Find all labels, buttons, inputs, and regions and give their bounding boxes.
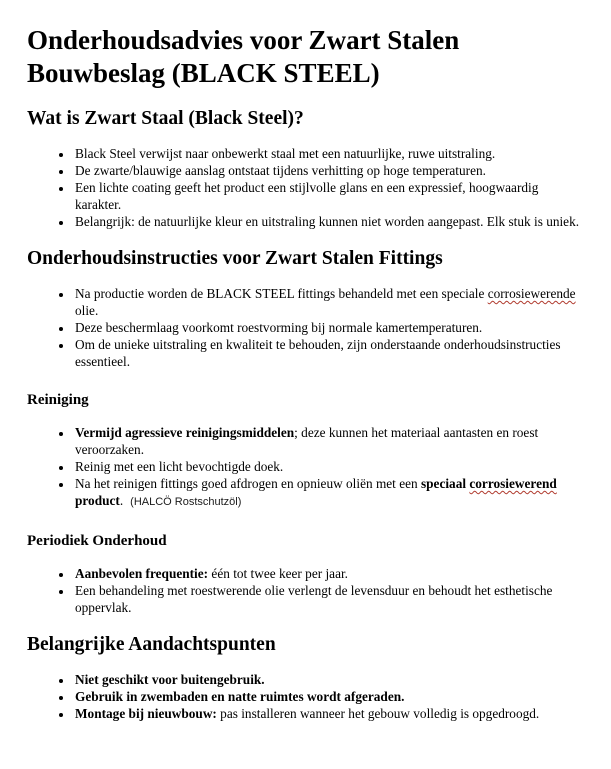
text-run: Na productie worden de BLACK STEEL fittings behandeld met een speciale bbox=[75, 286, 488, 301]
bullet-item bbox=[73, 565, 583, 582]
bullet-item bbox=[73, 213, 583, 230]
section-heading: Periodiek Onderhoud bbox=[27, 533, 167, 549]
bullet-item bbox=[73, 162, 583, 179]
section-heading: Onderhoudsinstructies voor Zwart Stalen Fittings bbox=[27, 248, 443, 269]
bullet-item bbox=[73, 145, 583, 162]
bullet-item bbox=[73, 319, 583, 336]
text-run: Een lichte coating geeft het product een stijlvolle glans en een expressief, hoogwaardig karakter. bbox=[75, 180, 539, 212]
text-run: Montage bij nieuwbouw: bbox=[75, 706, 217, 721]
text-run: één tot twee keer per jaar. bbox=[208, 566, 349, 581]
bullet-item bbox=[73, 285, 583, 319]
text-run: ; deze kunnen het materiaal aantasten en roest veroorzaken. bbox=[75, 425, 539, 457]
bullet-list bbox=[27, 285, 583, 370]
bullet-list bbox=[27, 565, 583, 616]
bullet-list bbox=[27, 424, 583, 511]
text-run: Black Steel verwijst naar onbewerkt staal met een natuurlijke, ruwe uitstraling. bbox=[75, 146, 496, 161]
bullet-item bbox=[73, 336, 583, 370]
text-run: . bbox=[119, 493, 124, 508]
text-run: Om de unieke uitstraling en kwaliteit te behouden, zijn onderstaande onderhoudsinstructies essentieel. bbox=[75, 337, 561, 369]
product-note: (HALCÖ Rostschutzöl) bbox=[130, 496, 242, 508]
document-sections bbox=[27, 107, 583, 722]
text-run: pas installeren wanneer het gebouw volledig is opgedroogd. bbox=[216, 706, 540, 721]
bullet-item bbox=[73, 179, 583, 213]
text-run: Deze beschermlaag voorkomt roestvorming bij normale kamertemperaturen. bbox=[75, 320, 483, 335]
text-run: product bbox=[75, 493, 120, 508]
text-run: Een behandeling met roestwerende olie verlengt de levensduur en behoudt het esthetische oppervlak. bbox=[75, 583, 553, 615]
text-run: olie. bbox=[75, 303, 99, 318]
bullet-item bbox=[73, 671, 583, 688]
section-heading: Reiniging bbox=[27, 392, 89, 408]
bullet-list bbox=[27, 671, 583, 722]
bullet-item bbox=[73, 475, 583, 511]
bullet-item bbox=[73, 458, 583, 475]
text-run: De zwarte/blauwige aanslag ontstaat tijdens verhitting op hoge temperaturen. bbox=[75, 163, 486, 178]
text-run: Vermijd agressieve reinigingsmiddelen bbox=[75, 425, 295, 440]
text-run: Aanbevolen frequentie: bbox=[75, 566, 209, 581]
text-run: Niet geschikt voor buitengebruik. bbox=[75, 672, 265, 687]
bullet-item bbox=[73, 705, 583, 722]
text-run: Reinig met een licht bevochtigde doek. bbox=[75, 459, 284, 474]
misspelled-word: corrosiewerend bbox=[469, 476, 557, 491]
bullet-item bbox=[73, 688, 583, 705]
text-run: Na het reinigen fittings goed afdrogen en opnieuw oliën met een bbox=[75, 476, 421, 491]
section-heading: Belangrijke Aandachtspunten bbox=[27, 634, 276, 655]
bullet-item bbox=[73, 424, 583, 458]
text-run: Belangrijk: de natuurlijke kleur en uitstraling kunnen niet worden aangepast. Elk stuk is uniek. bbox=[75, 214, 580, 229]
text-run: speciaal bbox=[420, 476, 470, 491]
text-run: Gebruik in zwembaden en natte ruimtes wordt afgeraden. bbox=[75, 689, 405, 704]
document-title: Onderhoudsadvies voor Zwart Stalen Bouwbeslag (BLACK STEEL) bbox=[27, 25, 460, 88]
section-heading: Wat is Zwart Staal (Black Steel)? bbox=[27, 108, 304, 129]
bullet-list bbox=[27, 145, 583, 230]
bullet-item bbox=[73, 582, 583, 616]
misspelled-word: corrosiewerende bbox=[487, 286, 576, 301]
